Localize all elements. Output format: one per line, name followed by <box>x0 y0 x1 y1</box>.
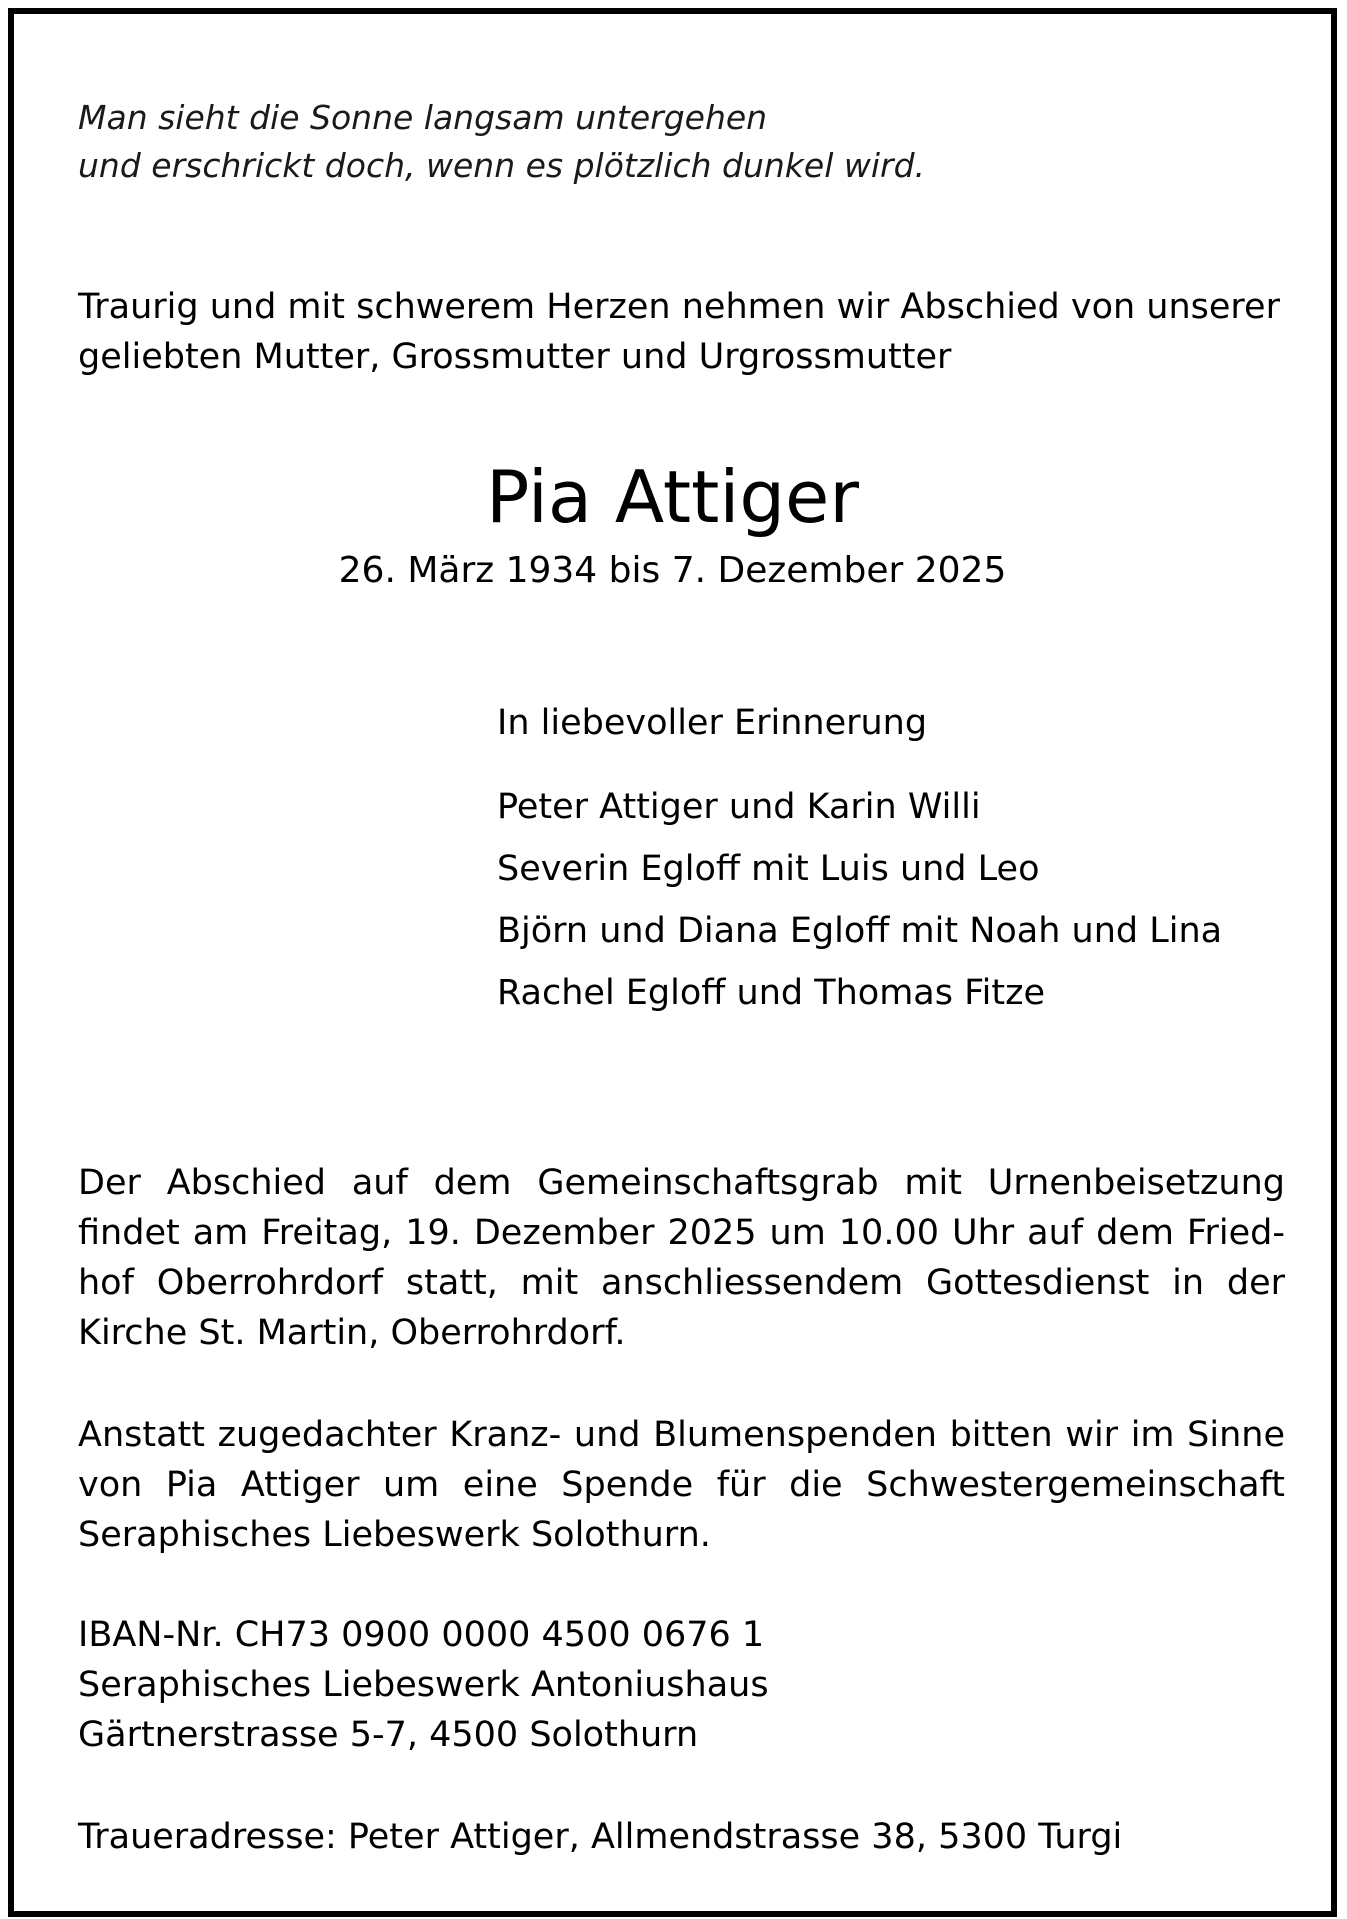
donation-paragraph <box>78 1410 1285 1560</box>
deceased-name: Pia Attiger <box>486 455 859 539</box>
ceremony-line: findet am Freitag, 19. Dezember 2025 um 10.00 Uhr auf dem Fried- <box>78 1213 1285 1253</box>
mourner-item: Severin Egloff mit Luis und Leo <box>497 849 1040 889</box>
mourner-item: Peter Attiger und Karin Willi <box>497 787 981 827</box>
mourner-item: Björn und Diana Egloff mit Noah und Lina <box>497 911 1223 951</box>
iban-number: IBAN-Nr. CH73 0900 0000 4500 0676 1 <box>78 1615 765 1655</box>
motto-line: und erschrickt doch, wenn es plötzlich dunkel wird. <box>78 146 926 185</box>
intro-line: Traurig und mit schwerem Herzen nehmen wir Abschied von unserer <box>78 287 1280 327</box>
mourning-address: Traueradresse: Peter Attiger, Allmendstrasse 38, 5300 Turgi <box>78 1817 1123 1857</box>
life-dates: 26. März 1934 bis 7. Dezember 2025 <box>338 550 1007 591</box>
ceremony-line: Kirche St. Martin, Oberrohrdorf. <box>78 1313 626 1353</box>
ceremony-line: Der Abschied auf dem Gemeinschaftsgrab mit Urnenbeisetzung <box>78 1163 1285 1203</box>
mourners-list <box>497 776 1222 1024</box>
ceremony-line: hof Oberrohrdorf statt, mit anschliessendem Gottesdienst in der <box>78 1263 1285 1303</box>
bank-details <box>78 1610 769 1760</box>
motto-quote <box>78 94 925 190</box>
donation-line: von Pia Attiger um eine Spende für die Schwestergemeinschaft <box>78 1465 1285 1505</box>
memory-heading: In liebevoller Erinnerung <box>497 703 928 743</box>
mourner-item: Rachel Egloff und Thomas Fitze <box>497 973 1046 1013</box>
intro-text <box>78 282 1280 382</box>
obituary-frame <box>8 8 1337 1917</box>
bank-recipient: Seraphisches Liebeswerk Antoniushaus <box>78 1665 769 1705</box>
donation-line: Seraphisches Liebeswerk Solothurn. <box>78 1515 711 1555</box>
bank-street: Gärtnerstrasse 5-7, 4500 Solothurn <box>78 1715 699 1755</box>
ceremony-paragraph <box>78 1158 1285 1358</box>
motto-line: Man sieht die Sonne langsam untergehen <box>78 98 768 137</box>
intro-line: geliebten Mutter, Grossmutter und Urgrossmutter <box>78 337 952 377</box>
donation-line: Anstatt zugedachter Kranz- und Blumenspenden bitten wir im Sinne <box>78 1415 1285 1455</box>
